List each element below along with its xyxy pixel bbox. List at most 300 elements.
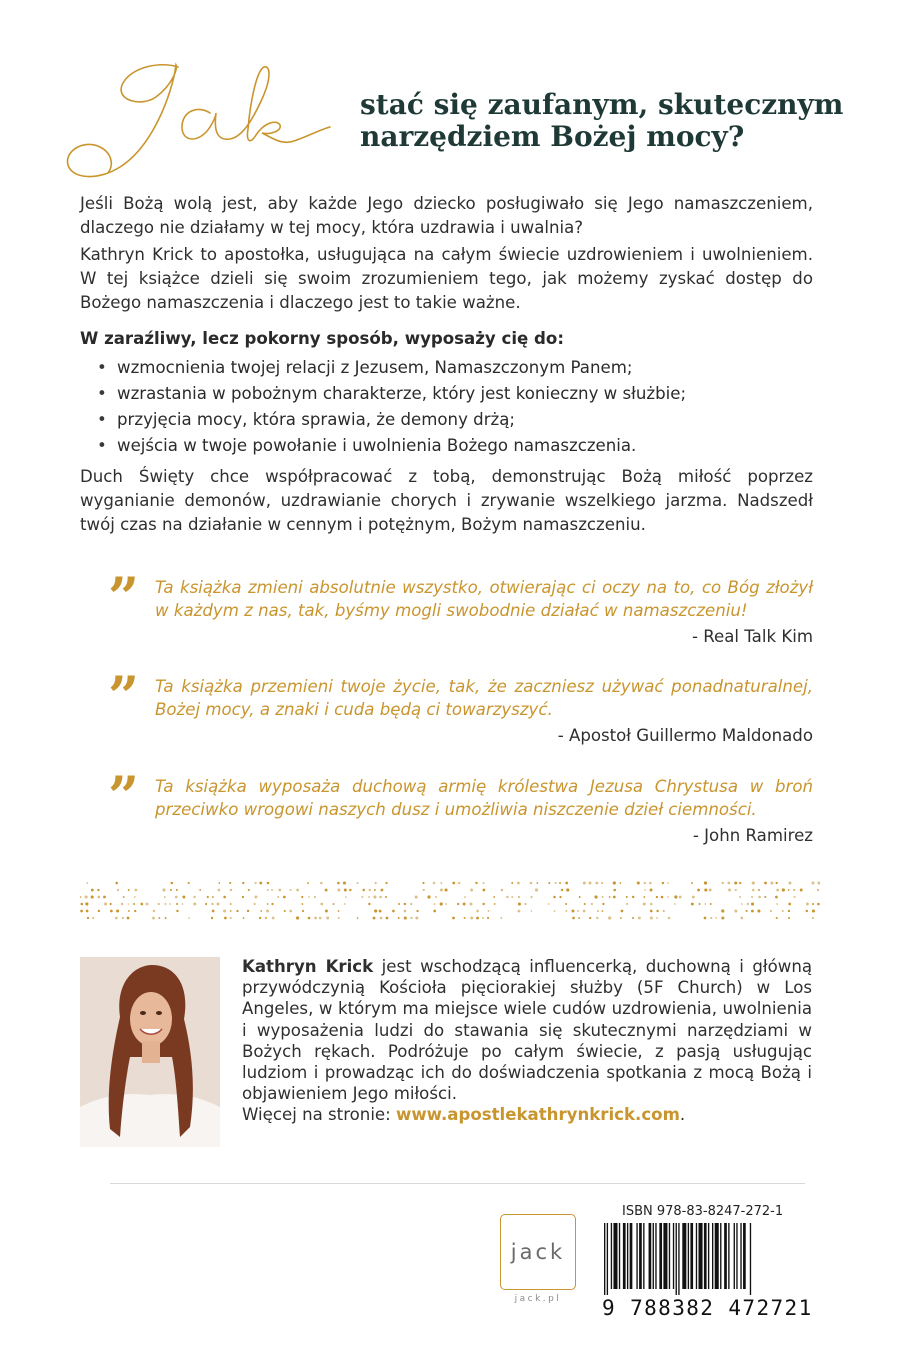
decorative-dot: [230, 889, 232, 891]
author-bio: [242, 956, 812, 1126]
decorative-dot: [199, 889, 201, 891]
decorative-dot: [320, 903, 323, 906]
decorative-dot: [265, 917, 267, 919]
decorative-dot: [115, 882, 118, 885]
decorative-dot: [482, 889, 485, 892]
decorative-dot: [699, 903, 701, 905]
barcode-bar: [750, 1223, 751, 1295]
decorative-dot: [433, 910, 436, 913]
barcode-bar: [743, 1223, 746, 1289]
decorative-dot: [608, 916, 611, 919]
decorative-dot: [776, 903, 778, 905]
decorative-dot: [758, 889, 760, 891]
decorative-dot: [259, 917, 261, 919]
decorative-dot: [656, 917, 658, 919]
author-name: Kathryn Krick: [242, 957, 374, 976]
decorative-dot: [230, 903, 232, 905]
script-title-jak: [60, 55, 360, 195]
decorative-dot: [164, 896, 166, 898]
decorative-dot: [224, 917, 227, 920]
decorative-dot: [123, 896, 125, 898]
decorative-dot: [788, 917, 790, 919]
decorative-dot: [230, 910, 232, 912]
decorative-dot: [188, 882, 190, 884]
decorative-dot: [427, 895, 430, 898]
decorative-dot: [122, 917, 124, 919]
decorative-dot: [128, 903, 130, 905]
decorative-dot: [86, 882, 88, 884]
decorative-dot: [133, 903, 135, 905]
decorative-dot: [289, 910, 292, 913]
decorative-dot: [259, 882, 262, 885]
decorative-dot: [164, 903, 166, 905]
barcode-bar: [611, 1223, 612, 1289]
decorative-dot: [211, 917, 213, 919]
decorative-dot: [162, 888, 165, 891]
decorative-dot: [691, 903, 694, 906]
decorative-dot: [812, 909, 815, 912]
closing-paragraph: Duch Święty chce współpracować z tobą, demonstrując Bożą miłość poprzez wyganianie demonów, uzdrawianie chorych i zrywanie wszelkiego jarzma. Nadszedł twój czas na działanie w cennym i potężnym, Bożym namaszczeniu.: [80, 467, 813, 534]
decorative-dot: [500, 917, 502, 919]
decorative-dot: [193, 903, 196, 906]
intro-paragraph-1: Jeśli Bożą wolą jest, aby każde Jego dziecko posługiwało się Jego namaszczeniem, dlaczego nie działamy w tej mocy, która uzdrawia i uwalnia?: [80, 194, 813, 237]
decorative-dot: [278, 889, 281, 892]
decorative-dot: [577, 910, 579, 912]
decorative-dot: [357, 917, 359, 919]
decorative-dot: [679, 896, 682, 899]
barcode-bar: [715, 1223, 719, 1289]
decorative-dot: [230, 917, 232, 919]
decorative-dot: [691, 882, 693, 884]
decorative-dot: [344, 889, 347, 892]
decorative-dot: [583, 881, 586, 884]
intro-paragraph-2: Kathryn Krick to apostołka, usługująca na całym świecie uzdrowieniem i uwolnieniem. W tej książce dzieli się swoim zrozumieniem tego, jak możemy zyskać dostęp do Bożego namaszczenia i dlaczego jest to takie ważne.: [80, 245, 813, 312]
barcode-bar: [649, 1223, 652, 1289]
decorative-dot: [662, 882, 664, 884]
decorative-dot: [325, 910, 328, 913]
decorative-dot: [741, 903, 743, 905]
decorative-dot: [817, 903, 820, 906]
decorative-dot: [193, 896, 195, 898]
decorative-dot: [80, 903, 83, 906]
list-item: • wzrastania w pobożnym charakterze, który jest konieczny w służbie;: [95, 381, 810, 407]
decorative-dot: [650, 917, 653, 920]
decorative-dot: [272, 917, 275, 920]
decorative-dot: [212, 910, 215, 913]
decorative-dot: [770, 881, 773, 884]
barcode-bar: [623, 1223, 626, 1289]
decorative-dot: [175, 896, 178, 899]
decorative-dot: [218, 882, 220, 884]
author-bio-text: jest wschodzącą influencerką, duchowną i główną przywódczynią Kościoła pięciorakiej służby (5F Church) w Los Angeles, w którym ma miejsce wiele cudów uzdrowienia, uwolnienia i wyposażenia ludzi do stawania się skutecznymi narzędziami w Bożych rękach. Podróżuje po całym świecie, z pasją usługując ludziom i prowadząc ich do doświadczenia spotkania z mocą Bożą i objawieniem Jego miłości.: [242, 957, 813, 1104]
decorative-dot: [385, 882, 387, 884]
decorative-dot: [283, 896, 286, 899]
decorative-dot: [644, 889, 646, 891]
decorative-dot: [314, 917, 317, 920]
decorative-dot: [518, 910, 521, 913]
decorative-dot: [812, 882, 815, 885]
decorative-dot: [704, 888, 707, 891]
decorative-dot: [632, 917, 634, 919]
decorative-dot: [433, 882, 436, 885]
decorative-dot: [483, 882, 485, 884]
decorative-dot: [589, 917, 591, 919]
decorative-dot: [613, 881, 616, 884]
decorative-dot: [319, 917, 322, 920]
barcode-bar: [740, 1223, 741, 1289]
decorative-dot: [302, 910, 304, 912]
decorative-dot: [650, 910, 653, 913]
decorative-dot: [739, 882, 741, 884]
decorative-dot: [531, 910, 533, 912]
decorative-dot: [140, 903, 143, 906]
decorative-dot: [375, 882, 377, 884]
decorative-dot: [572, 910, 575, 913]
decorative-dot: [146, 903, 149, 906]
decorative-dot: [788, 889, 790, 891]
decorative-dot: [488, 910, 490, 912]
decorative-dot: [728, 889, 731, 892]
decorative-dot: [469, 902, 472, 905]
decorative-dot: [134, 889, 137, 892]
decorative-dot: [320, 882, 323, 885]
decorative-dot: [595, 882, 598, 885]
decorative-dot: [296, 889, 299, 892]
quote-author: - Apostoł Guillermo Maldonado: [557, 726, 813, 745]
decorative-dot: [110, 910, 113, 913]
decorative-dot: [386, 917, 389, 920]
decorative-dot: [345, 896, 347, 898]
decorative-dot: [602, 903, 604, 905]
decorative-dot: [597, 910, 599, 912]
decorative-dot: [104, 903, 107, 906]
author-photo: [80, 957, 220, 1147]
decorative-dot: [757, 909, 760, 912]
decorative-dot: [643, 902, 646, 905]
decorative-dot: [267, 882, 270, 885]
decorative-dot: [368, 903, 370, 905]
decorative-dot: [650, 889, 653, 892]
decorative-dot: [609, 896, 611, 898]
decorative-dot: [591, 903, 593, 905]
barcode-bar: [653, 1223, 654, 1289]
decorative-dot: [644, 882, 646, 884]
decorative-dot: [751, 896, 753, 898]
barcode-bar: [690, 1223, 693, 1289]
decorative-dot: [242, 882, 244, 884]
decorative-dot: [621, 910, 624, 913]
decorative-dot: [379, 910, 382, 913]
endorsement-quote-2: [108, 664, 813, 745]
decorative-dot: [589, 882, 592, 885]
decorative-dot: [410, 917, 412, 919]
decorative-dot: [158, 903, 160, 905]
decorative-dot: [746, 910, 748, 912]
decorative-dot: [271, 903, 273, 905]
quote-text: Ta książka zmieni absolutnie wszystko, otwierając ci oczy na to, co Bóg złożył w każdym z nas, tak, byśmy mogli swobodnie działać w namaszczeniu!: [155, 578, 813, 620]
decorative-dot: [260, 910, 262, 912]
decorative-dot: [380, 889, 383, 892]
publisher-url: jack.pl: [514, 1294, 562, 1304]
decorative-dot: [153, 910, 155, 912]
decorative-dot: [266, 910, 269, 913]
decorative-dot: [782, 910, 784, 912]
decorative-dot: [97, 896, 100, 899]
barcode-bar: [613, 1223, 617, 1289]
decorative-dot: [656, 910, 658, 912]
decorative-dot: [782, 888, 785, 891]
decorative-dot: [602, 896, 604, 898]
decorative-dot: [379, 896, 382, 899]
decorative-dot: [752, 889, 755, 892]
barcode-bar: [639, 1223, 642, 1289]
website-suffix: .: [679, 1105, 686, 1125]
decorative-dot: [211, 903, 213, 905]
decorative-dot: [267, 903, 269, 905]
decorative-dot: [128, 910, 130, 912]
decorative-dot: [423, 889, 425, 891]
decorative-dot: [434, 903, 436, 905]
publisher-logo: [500, 1214, 576, 1290]
decorative-dot: [734, 882, 737, 885]
list-item: • wzmocnienia twojej relacji z Jezusem, Namaszczonym Panem;: [95, 355, 810, 381]
decorative-dot: [385, 896, 387, 898]
headline-line-2: narzędziem Bożej mocy?: [360, 120, 745, 153]
decorative-dot: [242, 896, 244, 898]
decorative-dot: [704, 917, 707, 920]
decorative-dot: [561, 889, 563, 891]
decorative-dot: [674, 895, 677, 898]
decorative-dot: [229, 882, 231, 884]
decorative-dot: [207, 896, 209, 898]
decorative-dot: [440, 902, 443, 905]
decorative-dot: [559, 882, 561, 884]
decorative-dot: [674, 903, 676, 905]
decorative-dot: [445, 888, 448, 891]
publisher-logo-text: jack: [510, 1240, 566, 1264]
decorative-dot: [152, 917, 155, 920]
decorative-dot: [806, 903, 809, 906]
decorative-dot: [98, 910, 100, 912]
decorative-dot: [236, 910, 238, 912]
endorsement-quote-3: [108, 764, 813, 845]
decorative-dot: [524, 903, 526, 905]
decorative-dot: [806, 910, 808, 912]
headline: [360, 88, 844, 153]
decorative-dot: [458, 882, 460, 884]
decorative-dot: [697, 889, 700, 892]
isbn-label: ISBN 978-83-8247-272-1: [622, 1204, 784, 1219]
header: [60, 55, 844, 195]
decorative-dot: [715, 917, 717, 919]
decorative-dot: [739, 896, 741, 898]
barcode-digits: 9 788382 472721: [602, 1296, 813, 1320]
decorative-dot: [134, 910, 136, 912]
decorative-dot: [661, 896, 664, 899]
decorative-dot: [613, 896, 616, 899]
decorative-dot: [764, 896, 766, 898]
decorative-dot: [369, 889, 371, 891]
decorative-dot: [583, 910, 586, 913]
decorative-dot: [494, 903, 496, 905]
decorative-dot: [812, 903, 814, 905]
list-item: • przyjęcia mocy, która sprawia, że demony drżą;: [95, 407, 810, 433]
decorative-dot: [775, 896, 778, 899]
decorative-dot: [559, 896, 561, 898]
decorative-dot: [404, 910, 407, 913]
decorative-dot: [565, 903, 567, 905]
decorative-dot: [182, 903, 184, 905]
quote-mark-icon: ”: [108, 764, 140, 828]
decorative-dot: [531, 896, 533, 898]
decorative-dot: [470, 889, 473, 892]
decorative-dot: [267, 889, 269, 891]
decorative-dot: [619, 882, 621, 884]
decorative-dot: [518, 902, 521, 905]
barcode-bar: [673, 1223, 674, 1289]
decorative-dot: [116, 909, 119, 912]
decorative-dot: [704, 881, 707, 884]
quote-author: - Real Talk Kim: [691, 627, 813, 646]
decorative-dot: [410, 903, 412, 905]
decorative-dot: [770, 910, 772, 912]
decorative-dot: [667, 896, 669, 898]
decorative-dot: [110, 903, 112, 905]
barcode-bar: [607, 1223, 608, 1295]
decorative-dot: [374, 889, 376, 891]
decorative-dot: [788, 903, 791, 906]
decorative-dot: [751, 910, 754, 913]
barcode-bar: [604, 1223, 605, 1295]
decorative-dot: [656, 896, 658, 898]
divider: [110, 1183, 805, 1184]
decorative-dot: [638, 917, 641, 920]
decorative-dot: [734, 909, 737, 912]
barcode-bar: [678, 1223, 679, 1295]
decorative-dot: [584, 903, 586, 905]
decorative-dot: [80, 910, 83, 913]
decorative-dot: [457, 903, 459, 905]
decorative-dot: [517, 882, 520, 885]
decorative-dot: [535, 888, 538, 891]
decorative-dot: [710, 917, 712, 919]
decorative-dot: [171, 882, 174, 885]
barcode-bar: [712, 1223, 713, 1289]
decorative-dot: [314, 896, 316, 898]
decorative-dot: [97, 889, 99, 891]
decorative-dot: [709, 889, 712, 892]
decorative-dot: [548, 882, 550, 884]
decorative-dot: [121, 903, 123, 905]
decorative-dot: [794, 896, 796, 898]
decorative-dot: [710, 903, 712, 905]
list-item: • wejścia w twoje powołanie i uwolnienia Bożego namaszczenia.: [95, 433, 810, 459]
barcode-bar: [696, 1223, 697, 1289]
decorative-dot: [511, 896, 513, 898]
benefit-list: [95, 355, 810, 459]
decorative-dot: [721, 916, 724, 919]
quote-author: - John Ramirez: [692, 826, 813, 845]
decorative-dot: [404, 916, 407, 919]
author-website-link[interactable]: www.apostlekathrynkrick.com: [396, 1105, 680, 1125]
decorative-dot: [368, 896, 370, 898]
website-label: Więcej na stronie:: [242, 1105, 397, 1125]
barcode-bar: [659, 1223, 662, 1289]
decorative-dot: [764, 882, 767, 885]
decorative-dot: [704, 903, 706, 905]
decorative-dot: [243, 917, 245, 919]
barcode-bar: [688, 1223, 689, 1289]
decorative-dot: [392, 910, 395, 913]
decorative-dot: [487, 917, 489, 919]
barcode-bar: [699, 1223, 703, 1289]
decorative-dot: [80, 896, 82, 898]
decorative-dot: [253, 903, 255, 905]
decorative-dot: [301, 896, 303, 898]
decorative-dot: [620, 917, 622, 919]
decorative-dot: [464, 917, 466, 919]
decorative-dot: [493, 896, 495, 898]
decorative-dot: [747, 903, 749, 905]
decorative-dot: [218, 889, 221, 892]
decorative-dot: [435, 896, 437, 898]
decorative-dot: [337, 882, 340, 885]
decorative-dot: [553, 896, 556, 899]
decorative-dot: [482, 917, 484, 919]
barcode-bar: [636, 1223, 637, 1289]
decorative-dot: [506, 896, 508, 898]
decorative-dot: [349, 889, 351, 891]
decorative-dot: [692, 896, 695, 899]
decorative-dot: [501, 889, 504, 892]
decorative-dot: [572, 917, 575, 920]
decorative-dot: [247, 910, 249, 912]
decorative-dot: [271, 889, 273, 891]
decorative-dot: [578, 917, 580, 919]
barcode-bar: [643, 1223, 644, 1289]
decorative-dot: [87, 917, 89, 919]
decorative-dot: [554, 910, 556, 912]
decorative-dot: [596, 917, 598, 919]
decorative-dot: [800, 889, 803, 892]
decorative-dot: [212, 896, 214, 898]
decorative-dot: [86, 910, 89, 913]
barcode-bar: [708, 1223, 709, 1289]
decorative-dot: [668, 917, 671, 920]
decorative-dot: [626, 896, 628, 898]
decorative-dot: [579, 896, 581, 898]
decorative-dot: [103, 896, 106, 899]
decorative-dot: [338, 910, 340, 912]
decorative-dot: [374, 909, 377, 912]
decorative-dot: [511, 882, 513, 884]
decorative-dot: [793, 889, 795, 891]
decorative-dot: [325, 889, 328, 892]
decorative-dot: [817, 889, 819, 891]
decorative-dot: [308, 896, 310, 898]
quote-mark-icon: ”: [108, 565, 140, 629]
decorative-dot: [223, 909, 226, 912]
decorative-dot: [337, 888, 340, 891]
decorative-dot: [373, 917, 376, 920]
decorative-dot: [663, 910, 665, 912]
decorative-dot: [188, 917, 190, 919]
quote-mark-icon: ”: [108, 664, 140, 728]
decorative-dot: [301, 903, 303, 905]
barcode-bar: [676, 1223, 677, 1295]
decorative-dot: [445, 903, 447, 905]
decorative-dot: [751, 902, 754, 905]
